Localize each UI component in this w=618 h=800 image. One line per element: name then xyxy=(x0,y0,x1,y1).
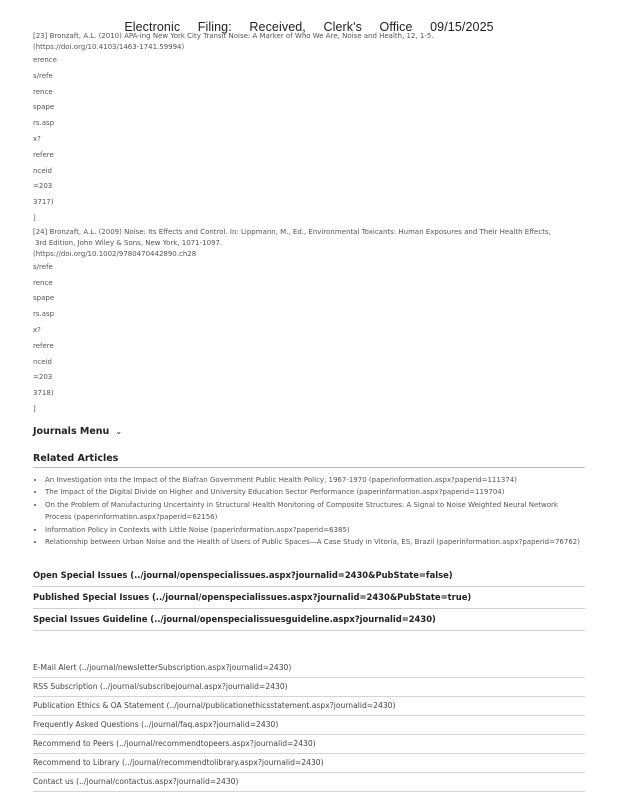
journal-link[interactable]: E-Mail Alert (../journal/newsletterSubscription.aspx?journalid=2430) xyxy=(33,659,585,678)
chevron-down-icon: ⌄ xyxy=(115,426,123,436)
url-fragment[interactable]: =203 xyxy=(33,182,53,191)
related-article-link[interactable]: • Information Policy in Contexts with Little Noise (paperinformation.aspx?paperid=6385) xyxy=(45,524,585,537)
related-articles-list xyxy=(33,474,585,549)
url-fragment[interactable]: 3718) xyxy=(33,389,54,398)
url-fragment[interactable]: ] xyxy=(33,213,36,222)
related-article-link[interactable]: • An Investigation into the Impact of the Biafran Government Public Health Policy, 1967-1970 (paperinformation.aspx?paperid=111374) xyxy=(45,474,585,487)
url-fragment[interactable]: s/refe xyxy=(33,71,53,80)
reference-24 xyxy=(33,227,585,418)
url-fragment[interactable]: 3717) xyxy=(33,198,54,207)
special-issue-link[interactable]: Published Special Issues (../journal/openspecialissues.aspx?journalid=2430&PubState=true) xyxy=(33,587,585,609)
reference-23-url-fragments xyxy=(33,53,585,227)
url-fragment[interactable]: spape xyxy=(33,103,55,112)
journal-link[interactable]: Recommend to Peers (../journal/recommendtopeers.aspx?journalid=2430) xyxy=(33,735,585,754)
url-fragment[interactable]: rence xyxy=(33,87,53,96)
reference-23-doi-link[interactable]: (https://doi.org/10.4103/1463-1741.59994) xyxy=(33,43,185,51)
related-article-link[interactable]: • The Impact of the Digital Divide on Higher and University Education Sector Performance (paperinformation.aspx?paperid=119704) xyxy=(45,486,585,499)
url-fragment[interactable]: nceid xyxy=(33,166,52,175)
related-articles-title: Related Articles xyxy=(33,453,585,468)
url-fragment[interactable]: rs.asp xyxy=(33,310,55,319)
url-fragment[interactable]: refere xyxy=(33,341,54,350)
url-fragment[interactable]: refere xyxy=(33,150,54,159)
journal-link[interactable]: Frequently Asked Questions (../journal/faq.aspx?journalid=2430) xyxy=(33,716,585,735)
url-fragment[interactable]: s/refe xyxy=(33,262,53,271)
journal-links-list xyxy=(33,659,585,792)
journals-menu-toggle[interactable] xyxy=(33,426,585,437)
journals-menu-label: Journals Menu xyxy=(33,425,110,437)
url-fragment[interactable]: =203 xyxy=(33,373,53,382)
special-issue-link[interactable]: Open Special Issues (../journal/openspecialissues.aspx?journalid=2430&PubState=false) xyxy=(33,565,585,587)
special-issue-link[interactable]: Special Issues Guideline (../journal/openspecialissuesguideline.aspx?journalid=2430) xyxy=(33,609,585,631)
related-article-link[interactable]: • On the Problem of Manufacturing Uncertainty in Structural Health Monitoring of Composite Structures: A Signal to Noise Weighted Neural Network Process (paperinformation.aspx?paperid=62156) xyxy=(45,499,585,524)
related-article-link[interactable]: • Relationship between Urban Noise and the Health of Users of Public Spaces—A Case Study in Vitoria, ES, Brazil (paperinformation.aspx?paperid=76762) xyxy=(45,536,585,549)
reference-23 xyxy=(33,31,585,227)
journal-link[interactable]: Recommend to Library (../journal/recommendtolibrary.aspx?journalid=2430) xyxy=(33,754,585,773)
url-fragment[interactable]: nceid xyxy=(33,357,52,366)
url-fragment[interactable]: rs.asp xyxy=(33,119,55,128)
url-fragment[interactable]: x? xyxy=(33,325,41,334)
url-fragment[interactable]: rence xyxy=(33,278,53,287)
url-fragment[interactable]: x? xyxy=(33,134,41,143)
journal-link[interactable]: RSS Subscription (../journal/subscribejournal.aspx?journalid=2430) xyxy=(33,678,585,697)
special-issues-list xyxy=(33,565,585,631)
journal-link[interactable]: Publication Ethics & OA Statement (../journal/publicationethicsstatement.aspx?journalid=2430) xyxy=(33,697,585,716)
journal-link[interactable]: Contact us (../journal/contactus.aspx?journalid=2430) xyxy=(33,773,585,792)
reference-23-citation: [23] Bronzaft, A.L. (2010) APA-ing New York City Transit Noise: A Marker of Who We Are, Noise and Health, 12, 1-5. xyxy=(33,32,434,40)
page-content xyxy=(33,31,585,792)
url-fragment[interactable]: ] xyxy=(33,404,36,413)
reference-24-doi-link[interactable]: (https://doi.org/10.1002/9780470442890.ch28 xyxy=(33,249,197,258)
url-fragment[interactable]: erence xyxy=(33,56,57,64)
reference-24-citation: [24] Bronzaft, A.L. (2009) Noise: Its Effects and Control. In: Lippmann, M., Ed., Environmental Toxicants: Human Exposures and Their Health Effects, xyxy=(33,227,551,236)
reference-24-publisher: 3rd Edition, John Wiley & Sons, New York, 1071-1097. xyxy=(35,238,223,247)
url-fragment[interactable]: spape xyxy=(33,294,55,303)
filing-stamp: Electronic Filing: Received, Clerk's Office 09/15/2025 xyxy=(124,20,494,34)
reference-24-url-fragments xyxy=(33,260,585,418)
